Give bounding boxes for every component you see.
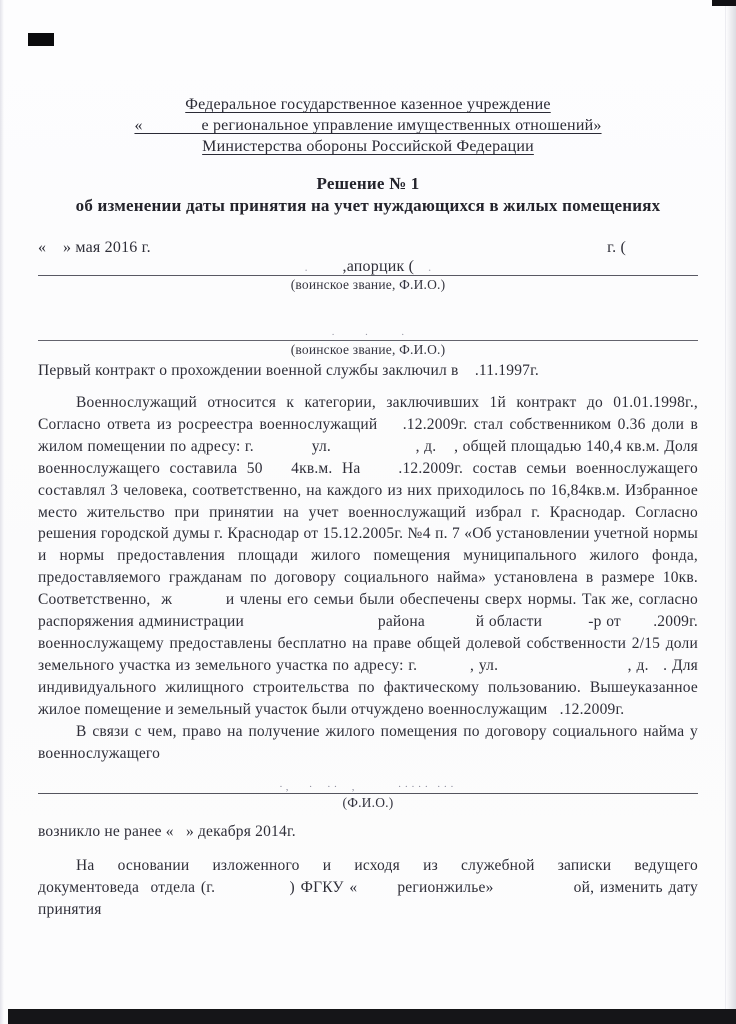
scan-artifact-bottom-bar bbox=[8, 1009, 736, 1024]
right-arising-date-line: возникло не ранее « » декабря 2014г. bbox=[38, 823, 296, 841]
signature-caption-3: (Ф.И.О.) bbox=[342, 795, 394, 811]
org-line-ministry-of-defense: Министерства обороны Российской Федерации bbox=[202, 138, 534, 155]
date-place-row bbox=[38, 237, 698, 259]
signature-line-2: · · · bbox=[38, 330, 698, 341]
organization-header bbox=[38, 94, 698, 157]
org-line-regional-department: « е региональное управление имущественных отношений» bbox=[134, 117, 602, 134]
place-field: г. ( bbox=[607, 239, 626, 256]
date-field: « » мая 2016 г. bbox=[38, 239, 151, 256]
first-contract-line: Первый контракт о прохождении военной службы заключил в .11.1997г. bbox=[38, 362, 539, 379]
signature-block-1 bbox=[38, 259, 698, 294]
conclusion-paragraph: В связи с чем, право на получение жилого помещения по договору социального найма у военнослужащего bbox=[38, 722, 698, 762]
main-paragraph: Военнослужащий относится к категории, заключивших 1й контракт до 01.01.1998г., Согласно ответа из росреестра военнослужащий .12.2009г. стал собственником 0.36 доли в жилом помещении по адресу: г. ул. , д. , общей площадью 140,4 кв.м. Доля военнослужащего составила 50 4кв.м. На .12.2009г. состав семьи военнослужащего составлял 3 человека, соответственно, на каждого из них приходилось по 16,84кв.м. Избранное место жительство при принятии на учет военнослужащий избрал г. Краснодар. Согласно решения городской думы г. Краснодар от 15.12.2005г. №4 п. 7 «Об установлении учетной нормы и нормы предоставления площади жилого помещения муниципального жилого фонда, предоставляемого гражданам по договору социального найма» установлена в размере 10кв. Соответственно, ж и члены его семьи были обеспечены сверх нормы. Так же, согласно распоряжения администрации районa й области -р от .2009г. военнослужащему предоставлены бесплатно на праве общей долевой собственности 2/15 доли земельного участка из земельного участка по адресу: г. , ул. , д. . Для индивидуального жилищного строительства по фактическому пользованию. Вышеуказанное жилое помещение и земельный участок были отчуждено военнослужащим .12.2009г. bbox=[38, 394, 698, 718]
signature-line-3: ·, · ·· , ····· ··· bbox=[38, 781, 698, 794]
signature-caption-2: (воинское звание, Ф.И.О.) bbox=[290, 342, 446, 357]
signature-caption-1: (воинское звание, Ф.И.О.) bbox=[290, 277, 446, 292]
signature-1-faint-pre-marks: . bbox=[304, 259, 343, 274]
signature-block-3 bbox=[38, 781, 698, 812]
org-line-federal-institution: Федеральное государственное казенное учреждение bbox=[185, 96, 551, 113]
signature-block-2 bbox=[38, 330, 698, 359]
rank-name-text: ,апорцик ( bbox=[342, 258, 415, 275]
signature-1-faint-post-marks: . bbox=[414, 259, 432, 274]
final-paragraph: На основании изложенного и исходя из служебной записки ведущего документоведа отдела (г. ) ФГКУ « регионжилье» ой, изменить дату принятия bbox=[38, 857, 698, 919]
signature-line-1 bbox=[38, 259, 698, 276]
document-subtitle: об изменении даты принятия на учет нуждающихся в жилых помещениях bbox=[75, 196, 661, 215]
document-title: Решение № 1 bbox=[316, 174, 420, 193]
